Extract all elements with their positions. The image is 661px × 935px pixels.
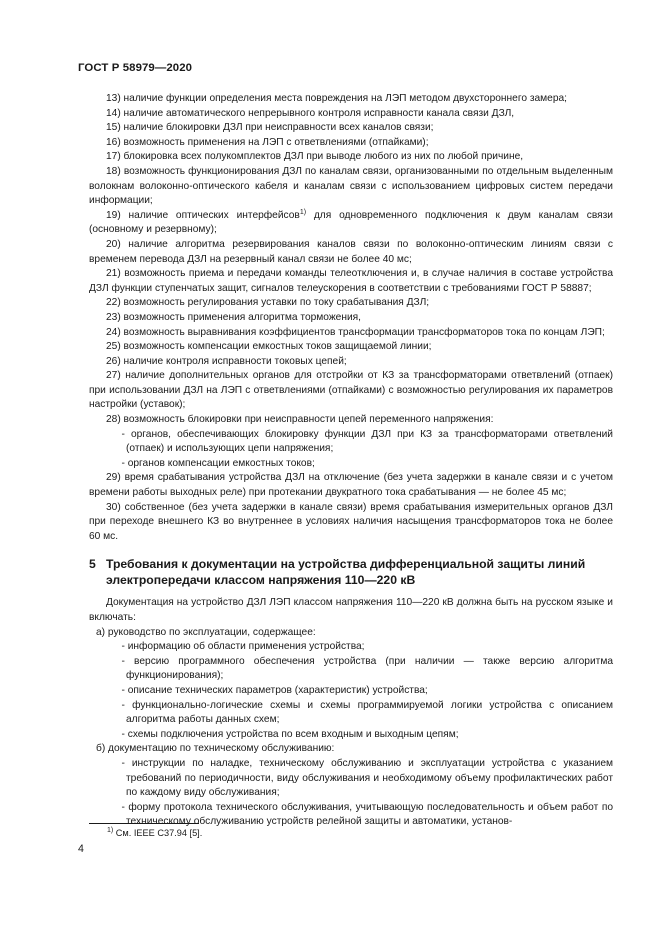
list-item-21: 21) возможность приема и передачи команды телеотключения и, в случае наличия в составе устройства ДЗЛ функции ступенчатых защит, сигналов телеускорения в соответствии с требованиями ГОСТ Р 58887; bbox=[89, 268, 613, 294]
list-item-28: 28) возможность блокировки при неисправности цепей переменного напряжения: bbox=[106, 414, 494, 426]
list-item-18: 18) возможность функционирования ДЗЛ по каналам связи, организованными по отдельным выделенным волокнам волоконно-оптического кабеля и каналам связи с использованием цифровых систем передачи информации; bbox=[89, 165, 613, 207]
list-item-19 bbox=[89, 209, 613, 238]
footnote-divider bbox=[89, 823, 199, 824]
list-item-20: 20) наличие алгоритма резервирования каналов связи по волоконно-оптическим линиям связи с временем перевода ДЗЛ на резервный канал связи не более 40 мс; bbox=[89, 238, 613, 265]
list-item-28-dash-2: - органов компенсации емкостных токов; bbox=[121, 457, 315, 469]
section-number: 5 bbox=[89, 557, 96, 572]
document-body bbox=[89, 92, 613, 830]
list-item-19-text-start: 19) наличие оптических интерфейсов bbox=[106, 209, 300, 221]
list-item-29: 29) время срабатывания устройства ДЗЛ на отключение (без учета задержки в канале связи и с учетом времени работы выходных реле) при протекании двукратного тока срабатывания — не более 45 мс; bbox=[89, 472, 613, 499]
list-item-22: 22) возможность регулирования уставки по току срабатывания ДЗЛ; bbox=[106, 297, 430, 309]
footnote-reference: 1) bbox=[299, 208, 307, 216]
list-a-dash-2: - версию программного обеспечения устройства (при наличии — также версию алгоритма функционирования); bbox=[121, 655, 613, 682]
document-header: ГОСТ Р 58979—2020 bbox=[78, 62, 193, 74]
list-a-dash-4: - функционально-логические схемы и схемы программируемой логики устройства с описанием алгоритма работы данных схем; bbox=[121, 699, 613, 726]
footnote bbox=[107, 827, 202, 839]
list-item-25: 25) возможность компенсации емкостных токов защищаемой линии; bbox=[106, 341, 432, 353]
list-item-30: 30) собственное (без учета задержки в канале связи) время срабатывания измерительных органов ДЗЛ при переходе внешнего КЗ во внутреннее в условиях наличия насыщения трансформаторов тока не более 60 мс. bbox=[89, 501, 613, 542]
list-item-26: 26) наличие контроля исправности токовых цепей; bbox=[106, 355, 347, 367]
list-item-15: 15) наличие блокировки ДЗЛ при неисправности всех каналов связи; bbox=[106, 122, 434, 134]
list-a-lead: а) руководство по эксплуатации, содержащее: bbox=[96, 626, 316, 638]
list-item-13: 13) наличие функции определения места повреждения на ЛЭП методом двухстороннего замера; bbox=[106, 93, 567, 104]
page-number: 4 bbox=[78, 843, 84, 855]
list-item-23: 23) возможность применения алгоритма торможения, bbox=[106, 311, 362, 323]
list-a-dash-5: - схемы подключения устройства по всем входным и выходным цепям; bbox=[121, 728, 459, 740]
list-item-17: 17) блокировка всех полукомплектов ДЗЛ при выводе любого из них по любой причине, bbox=[106, 151, 524, 163]
section-intro: Документация на устройство ДЗЛ ЛЭП классом напряжения 110—220 кВ должна быть на русском языке и включать: bbox=[89, 597, 613, 623]
list-b-dash-2: - форму протокола технического обслуживания, учитывающую последовательность и объем работ по техническому обслуживанию устройств релейной защиты и автоматики, установ- bbox=[121, 801, 613, 828]
list-b-dash-1: - инструкции по наладке, техническому обслуживанию и эксплуатации устройства с указанием требований по периодичности, виду обслуживания и необходимому объему профилактических работ по каждому виду обслуживания; bbox=[121, 757, 613, 799]
list-a-dash-3: - описание технических параметров (характеристик) устройства; bbox=[121, 684, 428, 696]
list-a-dash-1: - информацию об области применения устройства; bbox=[121, 641, 365, 653]
footnote-text: См. IEEE C37.94 [5]. bbox=[113, 828, 203, 838]
list-b-lead: б) документацию по техническому обслуживанию: bbox=[96, 743, 335, 755]
footnote-marker: 1) bbox=[107, 827, 114, 834]
list-item-27: 27) наличие дополнительных органов для отстройки от КЗ за трансформаторами ответвлений (отпаек) при использовании ДЗЛ на ЛЭП с ответвлениями (отпайками) с возможностью регулирования их параметров настройки (уставок); bbox=[89, 370, 613, 411]
section-heading bbox=[89, 556, 613, 588]
list-item-19-text-end: для одновременного подключения к двум каналам связи (основному и резервному); bbox=[89, 209, 613, 236]
list-item-24: 24) возможность выравнивания коэффициентов трансформации трансформаторов тока по концам ЛЭП; bbox=[106, 326, 605, 338]
list-item-14: 14) наличие автоматического непрерывного контроля исправности канала связи ДЗЛ, bbox=[106, 107, 515, 119]
list-item-16: 16) возможность применения на ЛЭП с ответвлениями (отпайками); bbox=[106, 136, 429, 148]
section-title: Требования к документации на устройства дифференциальной защиты линий электропередачи классом напряжения 110—220 кВ bbox=[106, 557, 586, 588]
list-item-28-dash-1: - органов, обеспечивающих блокировку функции ДЗЛ при КЗ за трансформаторами ответвлений (отпаек) и использующих цепи напряжения; bbox=[121, 428, 613, 455]
